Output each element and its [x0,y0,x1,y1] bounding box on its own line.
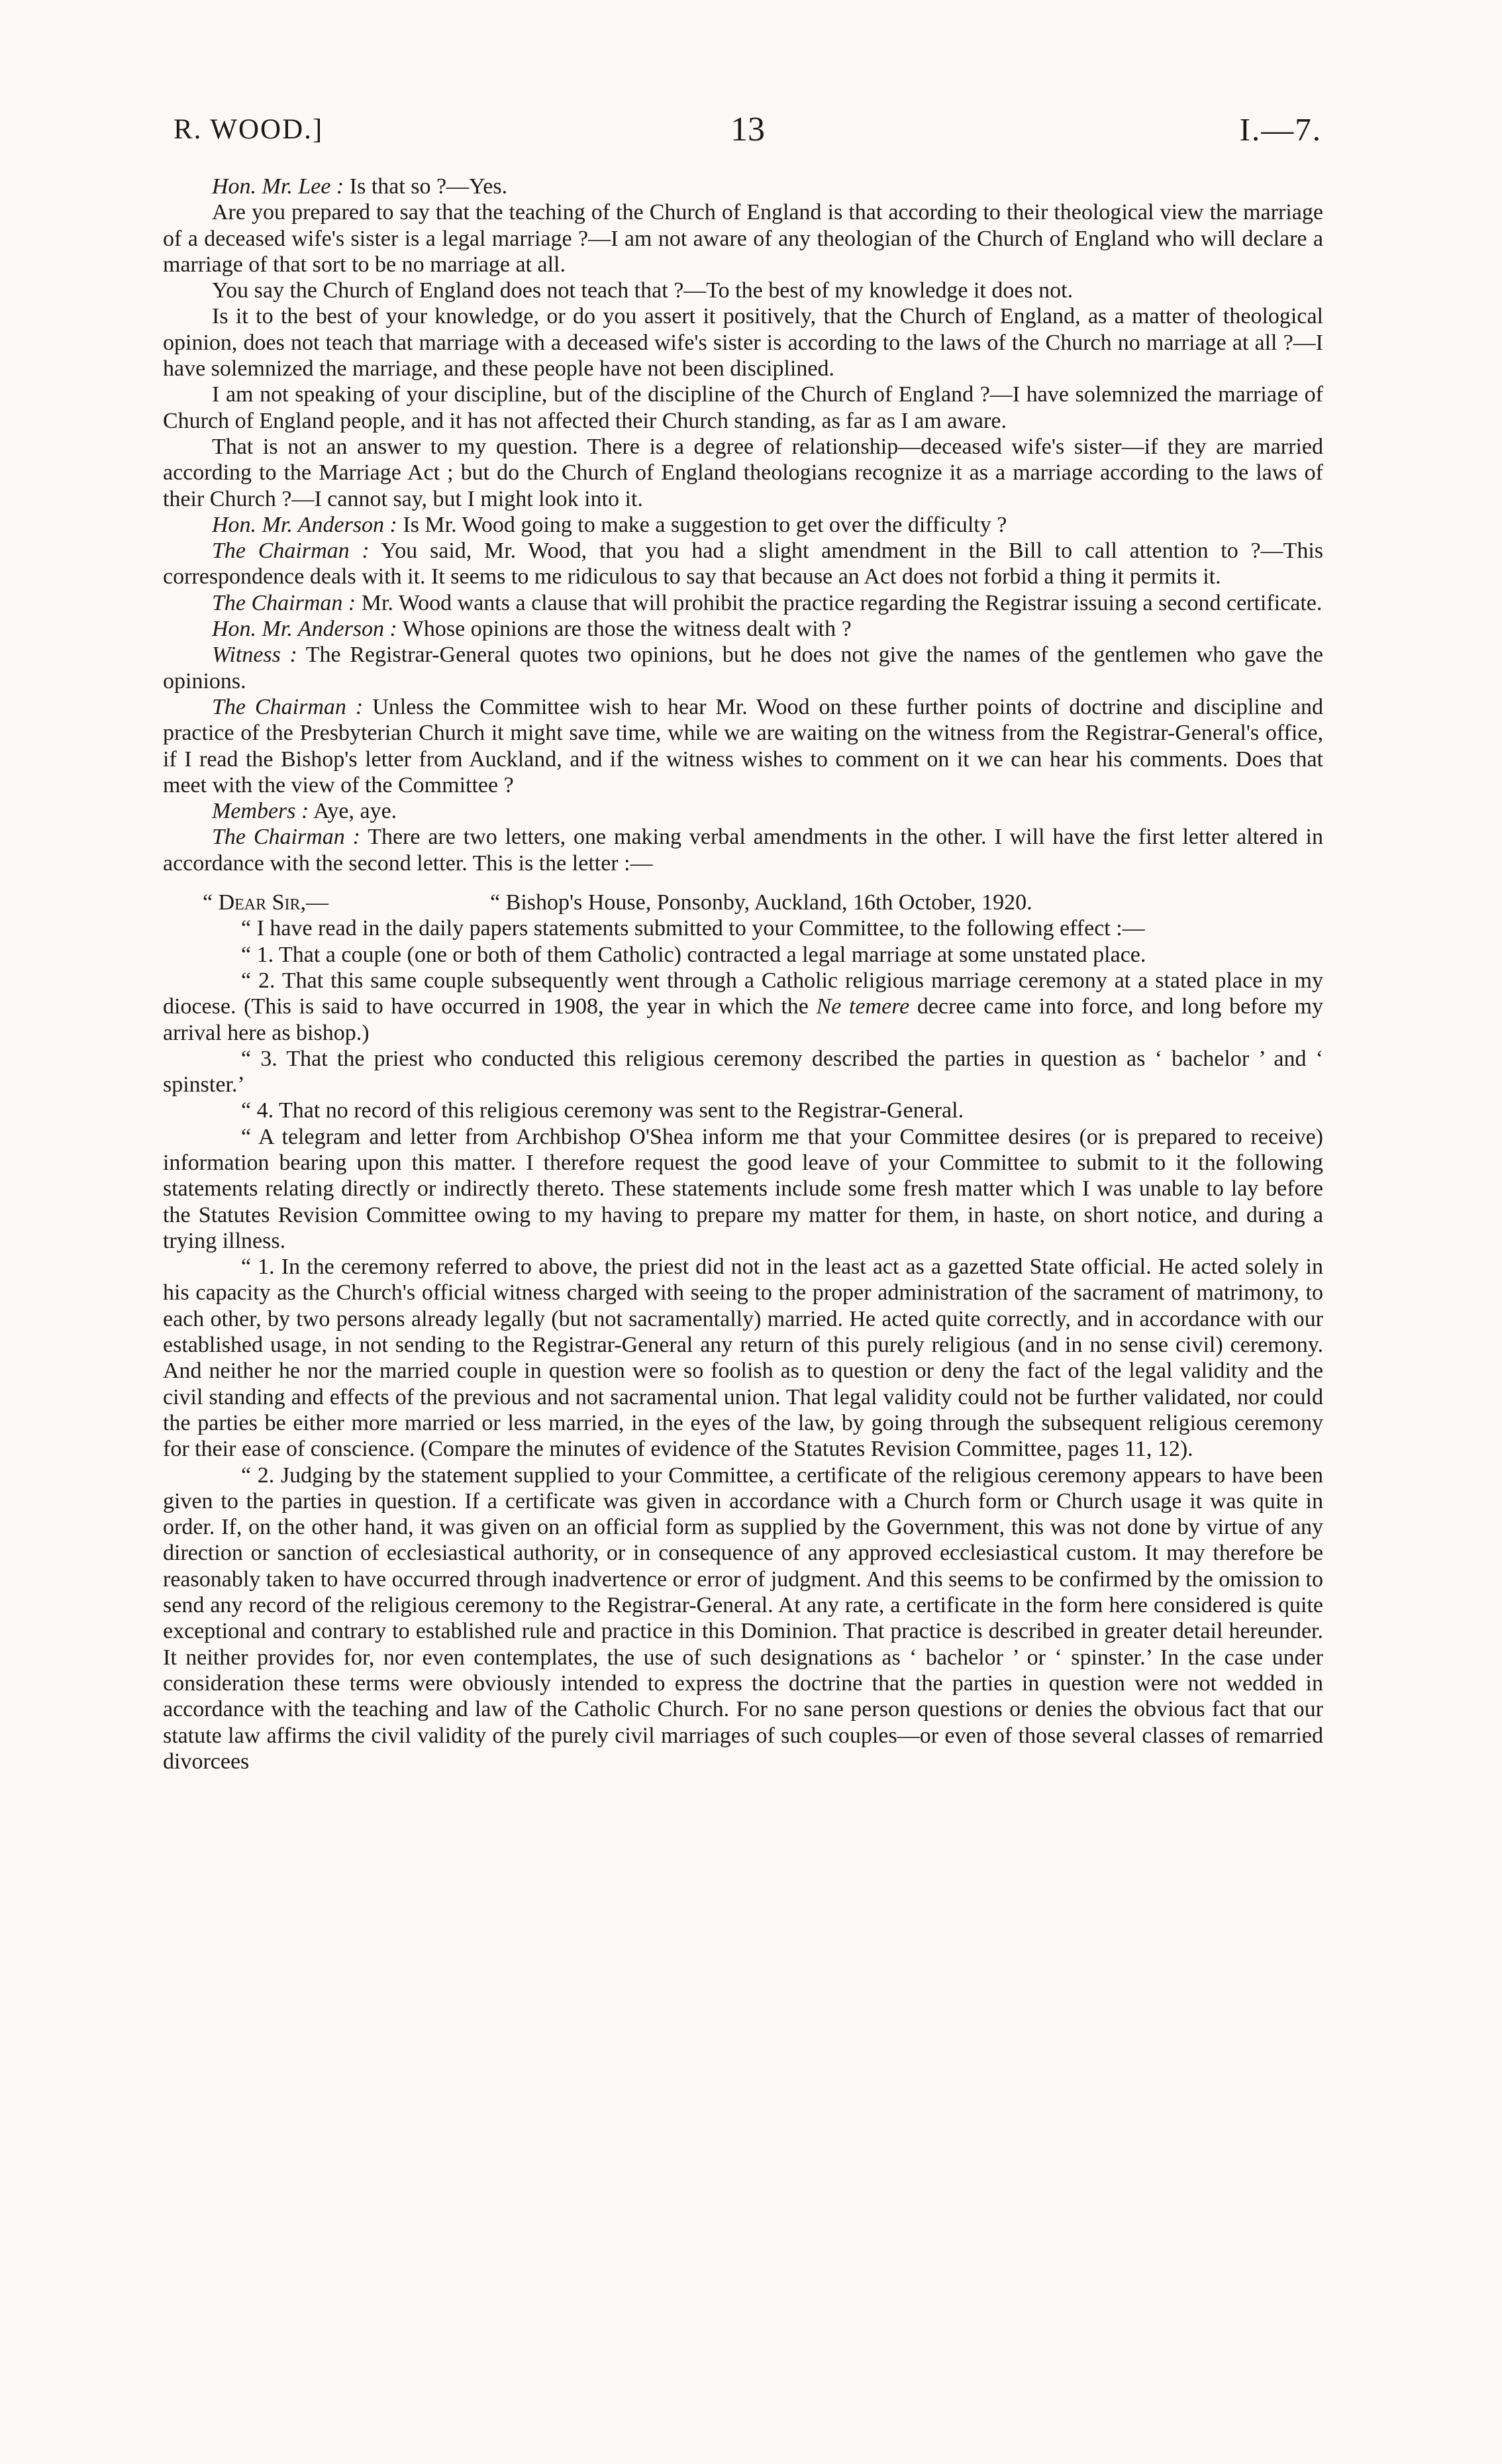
speaker: The Chairman : [212,825,360,850]
paragraph-text: Is Mr. Wood going to make a suggestion to get over the difficulty ? [397,512,1007,537]
paragraph-text: Mr. Wood wants a clause that will prohibit the practice regarding the Registrar issuing a second certificate. [356,590,1323,615]
speaker: Members : [212,799,309,824]
letter-point: “ 2. Judging by the statement supplied to your Committee, a certificate of the religious ceremony appears to have been given to the parties in question. If a certificate was given in accordance with a Church form or Church usage it was quite in order. If, on the other hand, it was given on an official form as supplied by the Government, this was not done by virtue of any direction or sanction of ecclesiastical authority, or in consequence of any approved ecclesiastical custom. It may therefore be reasonably taken to have occurred through inadvertence or error of judgment. And this seems to be confirmed by the omission to send any record of the religious ceremony to the Registrar-General. At any rate, a certificate in the form here considered is quite exceptional and contrary to established rule and practice in this Dominion. That practice is described in greater detail hereunder. It neither provides for, nor even contemplates, the use of such designations as ‘ bachelor ’ or ‘ spinster.’ In the case under consideration these terms were obviously intended to express the doctrine that the parties in question were not wedded in accordance with the teaching and law of the Catholic Church. For no sane person questions or denies the obvious fact that our statute law affirms the civil validity of the purely civil marriages of such couples—or even of those several classes of remarried divorcees [163,1463,1323,1774]
paragraph-text: Is that so ?—Yes. [344,174,508,199]
letter-request: “ A telegram and letter from Archbishop O'Shea inform me that your Committee desires (or is prepared to receive) information bearing upon this matter. I therefore request the good leave of your Committee to submit to it the following statements relating directly or indirectly thereto. These statements include some fresh matter which I was unable to lay before the Statutes Revision Committee owing to my having to prepare my matter for them, in haste, on short notice, and during a trying illness. [163,1124,1323,1253]
paragraph-text: Aye, aye. [309,799,397,824]
letter-item-text: “ 2. That this same couple subsequently went through a Catholic religious marriage ceremony at a stated place in my diocese. (This is said to have occurred in 1908, the year in which the [163,968,1323,1019]
paragraph: That is not an answer to my question. There is a degree of relationship—deceased wife's sister—if they are married according to the Marriage Act ; but do the Church of England theologians recognize it as a marriage according to the laws of their Church ?—I cannot say, but I might look into it. [163,434,1323,511]
paragraph: Is it to the best of your knowledge, or do you assert it positively, that the Church of England, as a matter of theological opinion, does not teach that marriage with a deceased wife's sister is according to the laws of the Church no marriage at all ?—I have solemnized the marriage, and these people have not been disciplined. [163,304,1323,382]
letter-intro: “ I have read in the daily papers statements submitted to your Committee, to the following effect :— [241,916,1145,941]
letter-item-text: decree came into force, and long before my arrival here as bishop.) [163,994,1324,1045]
paragraph [163,824,1323,876]
paragraph [163,512,1323,538]
page-header [174,110,1322,150]
letter-item: “ 1. That a couple (one or both of them Catholic) contracted a legal marriage at some unstated place. [241,942,1146,967]
paragraph-text: Whose opinions are those the witness dealt with ? [397,617,852,642]
letter-item: “ 4. That no record of this religious ceremony was sent to the Registrar-General. [241,1098,964,1123]
paragraph [163,538,1323,590]
document-reference: I.—7. [1239,111,1322,148]
paragraph: I am not speaking of your discipline, but of the discipline of the Church of England ?—I have solemnized the marriage of Church of England people, and it has not affected their Church standing, as far as I am aware. [163,382,1323,433]
letter-item: “ 3. That the priest who conducted this religious ceremony described the parties in question as ‘ bachelor ’ and ‘ spinster.’ [163,1046,1323,1098]
page-number: 13 [730,111,765,148]
letter-item [163,968,1323,1046]
speaker: Hon. Mr. Anderson : [212,512,397,537]
speaker: The Chairman : [212,694,364,719]
paragraph [163,642,1323,694]
page-body [163,174,1323,1774]
paragraph: Are you prepared to say that the teaching of the Church of England is that according to their theological view the marriage of a deceased wife's sister is a legal marriage ?—I am not aware of any theologian of the Church of England who will declare a marriage of that sort to be no marriage at all. [163,200,1323,277]
paragraph: You say the Church of England does not teach that ?—To the best of my knowledge it does not. [212,278,1074,303]
paragraph [163,616,1323,642]
witness-name-header: R. WOOD.] [174,114,324,145]
letter-point: “ 1. In the ceremony referred to above, the priest did not in the least act as a gazetted State official. He acted solely in his capacity as the Church's official witness charged with seeing to the proper administration of the sacrament of matrimony, to each other, by two persons already legally (but not sacramentally) married. He acted quite correctly, and in accordance with our established usage, in not sending to the Registrar-General any return of this purely religious (and in no sense civil) ceremony. And neither he nor the married couple in question were so foolish as to question or deny the fact of the legal validity and the civil standing and effects of the previous and not sacramental union. That legal validity could not be further validated, nor could the parties be either more married or less married, in the eyes of the law, by going through the subsequent religious ceremony for their ease of conscience. (Compare the minutes of evidence of the Statutes Revision Committee, pages 11, 12). [163,1255,1323,1462]
speaker: The Chairman : [212,539,370,564]
letter-address: “ Bishop's House, Ponsonby, Auckland, 16th October, 1920. [490,890,1032,915]
paragraph [163,798,1323,824]
paragraph-text: The Registrar-General quotes two opinions, but he does not give the names of the gentlemen who gave the opinions. [163,642,1323,693]
speaker: Witness : [212,642,297,668]
paragraph [163,174,1323,199]
paragraph [163,590,1323,616]
paragraph-text: Unless the Committee wish to hear Mr. Wood on these further points of doctrine and discipline and practice of the Presbyterian Church it might save time, while we are waiting on the witness from the Registrar-General's office, if I read the Bishop's letter from Auckland, and if the witness wishes to comment on it we can hear his comments. Does that meet with the view of the Committee ? [163,694,1323,797]
letter-salutation: “ Dear Sir,— [203,890,329,915]
speaker: Hon. Mr. Anderson : [212,617,397,642]
paragraph-text: You said, Mr. Wood, that you had a slight amendment in the Bill to call attention to ?—This correspondence deals with it. It seems to me ridiculous to say that because an Act does not forbid a thing it permits it. [163,539,1324,590]
letter-heading [163,890,1323,915]
speaker: Hon. Mr. Lee : [212,174,344,199]
decree-name: Ne temere [816,994,910,1019]
speaker: The Chairman : [212,590,356,615]
paragraph-text: There are two letters, one making verbal amendments in the other. I will have the first letter altered in accordance with the second letter. This is the letter :— [163,825,1323,876]
paragraph [163,694,1323,798]
